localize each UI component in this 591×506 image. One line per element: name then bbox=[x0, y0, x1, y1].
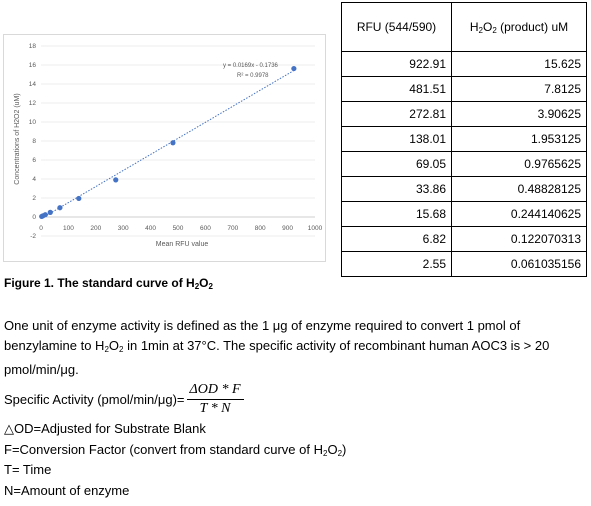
x-tick-label: 300 bbox=[117, 225, 129, 232]
table-row bbox=[342, 252, 587, 277]
rfu-cell: 272.81 bbox=[342, 102, 452, 127]
y-axis-title: Concentrations of H2O2 (uM) bbox=[14, 93, 21, 185]
rfu-cell: 2.55 bbox=[342, 252, 452, 277]
rfu-cell: 33.86 bbox=[342, 177, 452, 202]
h2o2-cell: 0.061035156 bbox=[452, 252, 587, 277]
rfu-cell: 481.51 bbox=[342, 77, 452, 102]
data-point bbox=[113, 177, 118, 182]
y-tick-label: 6 bbox=[32, 157, 36, 165]
chart-svg bbox=[4, 35, 325, 261]
x-tick-label: 700 bbox=[227, 225, 239, 232]
table-row bbox=[342, 177, 587, 202]
standard-curve-table bbox=[341, 2, 587, 277]
rfu-cell: 922.91 bbox=[342, 52, 452, 77]
formula-fraction bbox=[187, 382, 244, 417]
h2o2-cell: 0.122070313 bbox=[452, 227, 587, 252]
h2o2-cell: 1.953125 bbox=[452, 127, 587, 152]
table-row bbox=[342, 77, 587, 102]
x-tick-label: 800 bbox=[254, 225, 266, 232]
figure-caption: Figure 1. The standard curve of $H_2O_2$ bbox=[4, 276, 213, 291]
formula-denominator: T * N bbox=[199, 401, 231, 416]
h2o2-cell: 15.625 bbox=[452, 52, 587, 77]
y-tick-label: 18 bbox=[28, 43, 36, 51]
table-row bbox=[342, 152, 587, 177]
y-tick-label: 14 bbox=[28, 81, 36, 89]
formula-label: Specific Activity (pmol/min/μg)= bbox=[4, 392, 185, 407]
r-squared-label: R² = 0.9978 bbox=[237, 73, 269, 79]
table-row bbox=[342, 102, 587, 127]
y-tick-label: 12 bbox=[28, 100, 36, 108]
h2o2-cell: 3.90625 bbox=[452, 102, 587, 127]
rfu-cell: 15.68 bbox=[342, 202, 452, 227]
table-row bbox=[342, 227, 587, 252]
data-point bbox=[39, 214, 44, 219]
definition-f: F=Conversion Factor (convert from standard curve of $H_2O_2$) bbox=[4, 442, 347, 458]
data-point bbox=[291, 66, 296, 71]
x-tick-label: 600 bbox=[199, 225, 211, 232]
header-h2o2: $H_2O_2$ (product) uM bbox=[452, 3, 587, 52]
definition-t: T= Time bbox=[4, 462, 52, 477]
y-tick-label: 2 bbox=[32, 195, 36, 203]
table-row bbox=[342, 52, 587, 77]
x-tick-label: 500 bbox=[172, 225, 184, 232]
data-point bbox=[170, 140, 175, 145]
y-tick-label: 16 bbox=[28, 62, 36, 70]
h2o2-cell: 0.48828125 bbox=[452, 177, 587, 202]
x-axis-title: Mean RFU value bbox=[155, 241, 209, 248]
y-tick-label: 8 bbox=[32, 138, 36, 146]
h2o2-cell: 0.244140625 bbox=[452, 202, 587, 227]
rfu-cell: 138.01 bbox=[342, 127, 452, 152]
trendline-equation: y = 0.0169x - 0.1736 bbox=[223, 63, 278, 69]
x-tick-label: 100 bbox=[62, 225, 74, 232]
data-point bbox=[57, 205, 62, 210]
y-tick-label: -2 bbox=[30, 233, 36, 241]
x-tick-label: 0 bbox=[39, 225, 43, 232]
standard-curve-chart bbox=[3, 34, 326, 262]
h2o2-cell: 7.8125 bbox=[452, 77, 587, 102]
y-tick-label: 10 bbox=[28, 119, 36, 127]
x-tick-label: 1000 bbox=[307, 225, 323, 232]
y-tick-label: 4 bbox=[32, 176, 36, 184]
definition-n: N=Amount of enzyme bbox=[4, 483, 130, 498]
h2o2-cell: 0.9765625 bbox=[452, 152, 587, 177]
unit-definition-paragraph: One unit of enzyme activity is defined as the 1 μg of enzyme required to convert 1 pmol of benzylamine to $H_2O_2$ in 1min at 37°C. The specific activity of recombinant human AOC3 is > 20 pmol/min/μg. bbox=[4, 318, 550, 377]
x-tick-label: 200 bbox=[90, 225, 102, 232]
data-point bbox=[48, 210, 53, 215]
header-rfu: RFU (544/590) bbox=[342, 3, 452, 52]
definition-od: △OD=Adjusted for Substrate Blank bbox=[4, 421, 206, 436]
specific-activity-formula bbox=[4, 382, 244, 417]
y-tick-label: 0 bbox=[32, 214, 36, 222]
formula-numerator: ΔOD * F bbox=[187, 382, 244, 400]
table-header-row bbox=[342, 3, 587, 52]
x-tick-label: 400 bbox=[145, 225, 157, 232]
rfu-cell: 69.05 bbox=[342, 152, 452, 177]
table-row bbox=[342, 202, 587, 227]
rfu-cell: 6.82 bbox=[342, 227, 452, 252]
table-row bbox=[342, 127, 587, 152]
x-tick-label: 900 bbox=[282, 225, 294, 232]
data-point bbox=[76, 196, 81, 201]
